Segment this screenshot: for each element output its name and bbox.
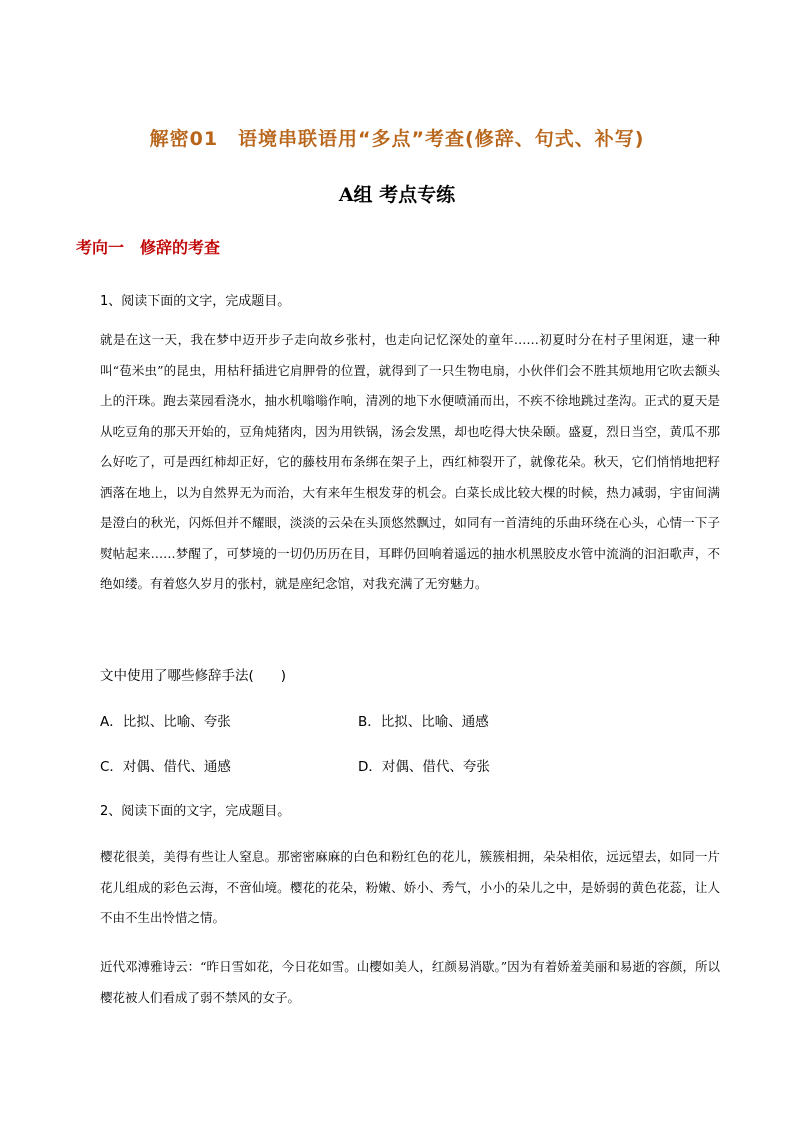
- group-subtitle: A组 考点专练: [338, 184, 456, 206]
- question-1-prompt: 1、阅读下面的文字，完成题目。: [100, 294, 291, 309]
- question-2-passage-2: 近代邓溥雅诗云：“昨日雪如花，今日花如雪。山樱如美人，红颜易消歇。”因为有着娇羞美丽和易逝的容颜，所以樱花被人们看成了弱不禁风的女子。: [100, 959, 720, 1005]
- question-2-prompt: 2、阅读下面的文字，完成题目。: [100, 804, 291, 819]
- document-title: 解密01 语境串联语用“多点”考查(修辞、句式、补写): [149, 128, 645, 150]
- option-c[interactable]: C．对偶、借代、通感: [100, 759, 231, 775]
- question-1-stem: 文中使用了哪些修辞手法( ): [100, 668, 287, 684]
- question-2-passage-1: 樱花很美，美得有些让人窒息。那密密麻麻的白色和粉红色的花儿，簇簇相拥，朵朵相依，远远望去，如同一片花儿组成的彩色云海，不啻仙境。樱花的花朵，粉嫩、娇小、秀气，小小的朵儿之中，是娇弱的黄色花蕊，让人不由不生出怜惜之情。: [100, 849, 720, 925]
- question-1-passage: 就是在这一天，我在梦中迈开步子走向故乡张村，也走向记忆深处的童年……初夏时分在村子里闲逛，逮一种叫“苞米虫”的昆虫，用枯秆插进它肩胛骨的位置，就得到了一只生物电扇，小伙伴们会不胜其烦地用它吹去额头上的汗珠。跑去菜园看浇水，抽水机嗡嗡作响，清冽的地下水便喷涌而出，不疾不徐地跳过垄沟。正式的夏天是从吃豆角的那天开始的，豆角炖猪肉，因为用铁锅，汤会发黑，却也吃得大快朵颐。盛夏，烈日当空，黄瓜不那么好吃了，可是西红柿却正好，它的藤枝用布条绑在架子上，西红柿裂开了，就像花朵。秋天，它们悄悄地把籽洒落在地上，以为自然界无为而治，大有来年生根发芽的机会。白菜长成比较大棵的时候，热力减弱，宇宙间满是澄白的秋光，闪烁但并不耀眼，淡淡的云朵在头顶悠然飘过，如同有一首清纯的乐曲环绕在心头，心情一下子熨帖起来……梦醒了，可梦境的一切仍历历在目，耳畔仍回响着遥远的抽水机黑胶皮水管中流淌的汩汩歌声，不绝如缕。有着悠久岁月的张村，就是座纪念馆，对我充满了无穷魅力。: [100, 332, 720, 591]
- option-b[interactable]: B．比拟、比喻、通感: [358, 714, 489, 730]
- option-d[interactable]: D．对偶、借代、夸张: [358, 759, 490, 775]
- option-a[interactable]: A．比拟、比喻、夸张: [100, 714, 231, 730]
- section-heading: 考向一 修辞的考查: [76, 238, 221, 257]
